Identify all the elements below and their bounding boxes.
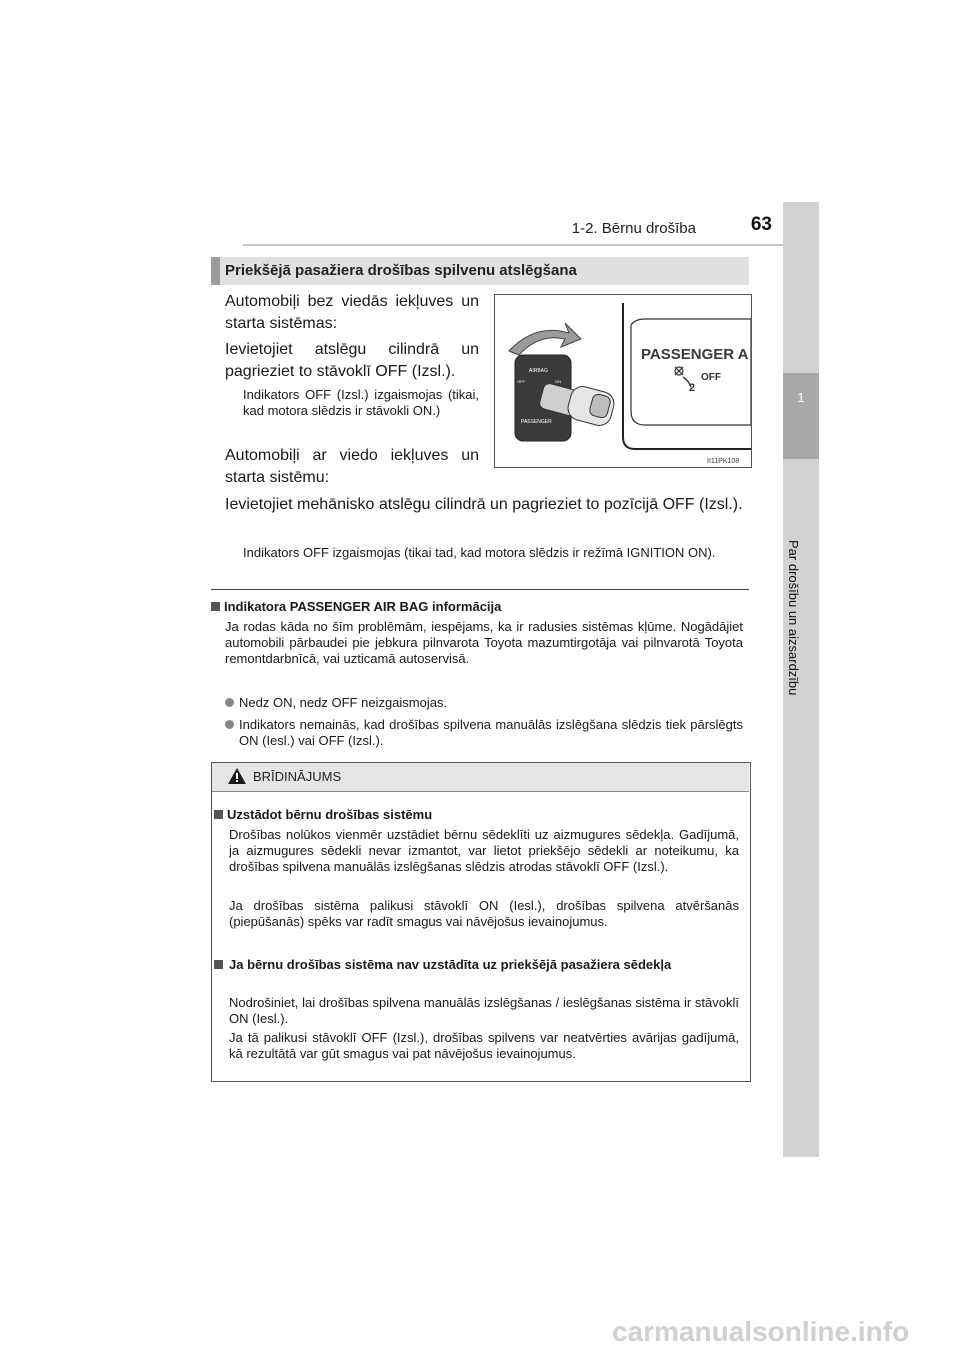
paragraph-insert-mechanical-key: Ievietojiet mehānisko atslēgu cilindrā un pagrieziet to pozīcijā OFF (Izsl.).: [225, 496, 743, 513]
note-ignition-on: Indikators OFF izgaismojas (tikai tad, kad motora slēdzis ir režīmā IGNITION ON).: [243, 545, 716, 560]
chapter-title: 1-2. Bērnu drošība: [571, 220, 696, 237]
airbag-switch-illustration: [494, 294, 752, 468]
warning-text-2: Nodrošiniet, lai drošības spilvena manuālās izslēgšanas / ieslēgšanas sistēma ir stāvoklī ON (Iesl.).: [229, 995, 739, 1026]
paragraph-smart-entry: Automobiļi ar viedo iekļuves un starta sistēmu:: [225, 447, 479, 486]
square-bullet-icon: [214, 810, 223, 819]
info-bullet-2-text: Indikators nemainās, kad drošības spilvena manuālās izslēgšana slēdzis tiek pārslēgts ON (Iesl.) vai OFF (Izsl.).: [239, 717, 743, 748]
switch-on-text: ON: [555, 379, 561, 384]
info-bullet-2: [225, 717, 743, 749]
square-bullet-icon: [214, 960, 223, 969]
watermark: carmanualsonline.info: [612, 1316, 910, 1347]
warning-triangle-icon: [227, 767, 247, 785]
warning-label: BRĪDINĀJUMS: [253, 769, 342, 784]
switch-passenger-text: PASSENGER: [521, 419, 552, 425]
switch-off-text: OFF: [517, 379, 525, 384]
section-heading: Priekšējā pasažiera drošības spilvenu atslēgšana: [225, 262, 577, 279]
rotate-arrow-icon: [509, 323, 581, 355]
warning-heading-2: [214, 957, 744, 973]
info-heading-text: Indikatora PASSENGER AIR BAG informācija: [224, 599, 502, 614]
warning-text-1b: Ja drošības sistēma palikusi stāvoklī ON (Iesl.), drošības spilvena atvēršanās (piepūšanās) spēks var radīt smagus vai nāvējošus ievainojumus.: [229, 898, 739, 929]
chapter-tab-number: 1: [797, 390, 805, 405]
page-number: 63: [750, 214, 772, 235]
round-bullet-icon: [225, 698, 234, 707]
chapter-tab-title: Par drošību un aizsardzību: [786, 540, 801, 696]
info-text: Ja rodas kāda no šīm problēmām, iespējams, ka ir radusies sistēmas kļūme. Nogādājiet automobili pārbaudei pie jebkura pilnvarota Toyota mazumtirgotāja vai pilnvarotā Toyota remontdarbnīcā, vai uzticamā autoservisā.: [225, 619, 743, 666]
panel-passenger-text: PASSENGER A: [641, 346, 749, 363]
note-off-indicator: Indikators OFF (Izsl.) izgaismojas (tikai, kad motora slēdzis ir stāvokli ON.): [243, 387, 479, 418]
warning-heading-2-text: Ja bērnu drošības sistēma nav uzstādīta uz priekšējā pasažiera sēdekļa: [229, 957, 672, 972]
warning-text-2b: Ja tā palikusi stāvoklī OFF (Izsl.), drošības spilvens var neatvērties avārijas gadījumā, kā rezultātā var gūt smagus vai pat nāvējošus ievainojumus.: [229, 1030, 739, 1061]
section-divider: [211, 589, 749, 590]
panel-seat-number: 2: [689, 382, 696, 394]
section-heading-marker: [211, 257, 220, 285]
paragraph-insert-key: Ievietojiet atslēgu cilindrā un pagrieziet to stāvoklī OFF (Izsl.).: [225, 341, 479, 380]
switch-airbag-text: AIRBAG: [529, 368, 548, 374]
info-heading: [211, 599, 751, 614]
warning-heading-1-text: Uzstādot bērnu drošības sistēmu: [227, 807, 433, 822]
indicator-panel: [631, 319, 751, 425]
info-bullet-1: [225, 695, 743, 711]
warning-text-1: Drošības nolūkos vienmēr uzstādiet bērnu sēdeklīti uz aizmugures sēdekļa. Gadījumā, ja aizmugures sēdekli nevar izmantot, var lietot priekšējo sēdekli ar noteikumu, ka drošības spilvena manuālās izslēgšanas slēdzis atrodas stāvoklī OFF (Izsl.).: [229, 827, 739, 874]
chapter-tab: [783, 373, 819, 459]
info-bullet-1-text: Nedz ON, nedz OFF neizgaismojas.: [239, 695, 448, 710]
header-divider: [243, 244, 819, 246]
figure-code: II11PK108: [707, 458, 740, 465]
warning-heading-1: [214, 807, 744, 822]
panel-off-text: OFF: [701, 372, 721, 383]
square-bullet-icon: [211, 602, 220, 611]
paragraph-no-smart-entry: Automobiļi bez viedās iekļuves un starta sistēmas:: [225, 293, 479, 332]
illustration-svg: [495, 295, 751, 467]
round-bullet-icon: [225, 720, 234, 729]
